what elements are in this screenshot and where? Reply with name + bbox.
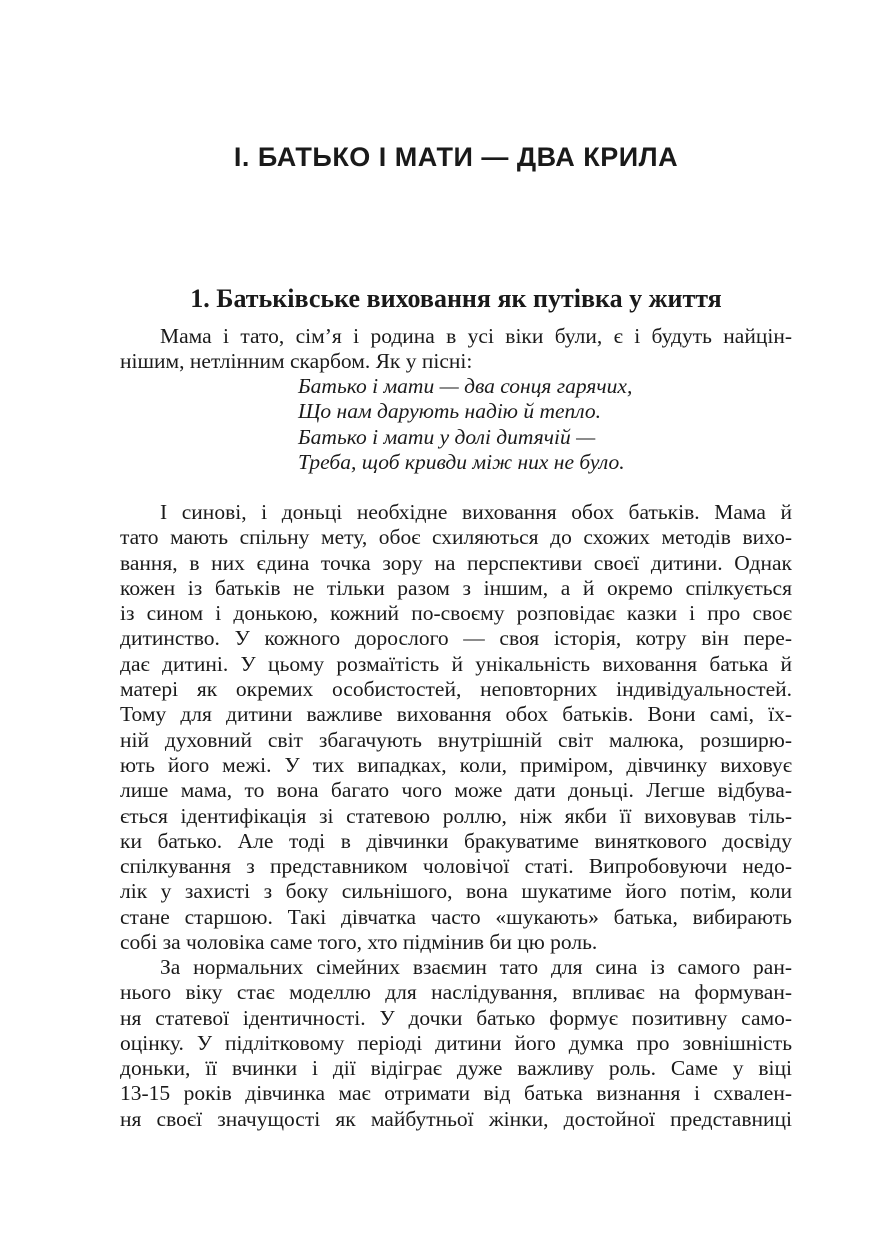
text-line: І синові, і доньці необхідне виховання обох батьків. Мама й — [160, 500, 792, 524]
text-line: дає дитині. У цьому розмаїтість й унікальність виховання батька й — [120, 651, 792, 676]
text-line: собі за чоловіка саме того, хто підмінив би цю роль. — [120, 930, 598, 955]
poem-line: Що нам дарують надію й тепло. — [298, 399, 602, 424]
intro-paragraph — [120, 324, 792, 375]
text-line: ки батько. Але тоді в дівчинки бракуватиме виняткового досвіду — [120, 828, 792, 853]
body-paragraph-2 — [120, 955, 792, 1132]
text-line: ній духовний світ збагачують внутрішній світ малюка, розширю- — [120, 727, 792, 752]
text-line: стане старшою. Такі дівчатка часто «шукають» батька, вибирають — [120, 904, 792, 929]
text-line: ня своєї значущості як майбутньої жінки, достойної представниці — [120, 1106, 792, 1131]
text-line: тато мають спільну мету, обоє схиляються до схожих методів вихо- — [120, 525, 792, 550]
text-line: Мама і тато, сім’я і родина в усі віки були, є і будуть найцін- — [160, 324, 792, 348]
poem-line: Треба, щоб кривди між них не було. — [298, 449, 625, 474]
chapter-title: І. БАТЬКО І МАТИ — ДВА КРИЛА — [233, 142, 679, 172]
section-title: 1. Батьківське виховання як путівка у життя — [190, 284, 722, 313]
text-line: лік у захисті з боку сильнішого, вона шукатиме його потім, коли — [120, 879, 792, 904]
text-line: матері як окремих особистостей, неповторних індивідуальностей. — [120, 677, 792, 702]
text-line: спілкування з представником чоловічої статі. Випробовуючи недо- — [120, 854, 792, 879]
book-page — [120, 0, 792, 1241]
text-line: доньки, її вчинки і дії відіграє дуже важливу роль. Саме у віці — [120, 1056, 792, 1081]
body-paragraph-1 — [120, 500, 792, 955]
poem-line: Батько і мати — два сонця гарячих, — [298, 374, 633, 398]
text-line: із сином і донькою, кожний по-своєму розповідає казки і про своє — [120, 601, 792, 626]
text-line: За нормальних сімейних взаємин тато для сина із самого ран- — [160, 955, 792, 979]
text-line: ється ідентифікація зі статевою роллю, ніж якби її виховував тіль- — [120, 803, 792, 828]
text-line: нішим, нетлінним скарбом. Як у пісні: — [120, 349, 473, 374]
text-line: 13-15 років дівчинка має отримати від батька визнання і схвален- — [120, 1081, 792, 1106]
text-line: ня статевої ідентичності. У дочки батько формує позитивну само- — [120, 1005, 792, 1030]
text-line: кожен із батьків не тільки разом з іншим, а й окремо спілкується — [120, 575, 792, 600]
text-line: оцінку. У підлітковому періоді дитини його думка про зовнішність — [120, 1030, 792, 1055]
text-line: нього віку стає моделлю для наслідування, впливає на формуван- — [120, 980, 792, 1005]
poem-quote — [298, 374, 632, 475]
text-line: Тому для дитини важливе виховання обох батьків. Вони самі, їх- — [120, 702, 792, 727]
text-line: ють його межі. У тих випадках, коли, приміром, дівчинку виховує — [120, 752, 792, 777]
poem-line: Батько і мати у долі дитячій — — [298, 424, 596, 449]
text-line: дитинство. У кожного дорослого — своя історія, котру він пере- — [120, 626, 792, 651]
text-line: лише мама, то вона багато чого може дати доньці. Легше відбува- — [120, 778, 792, 803]
text-line: вання, в них єдина точка зору на перспективи своєї дитини. Однак — [120, 550, 792, 575]
